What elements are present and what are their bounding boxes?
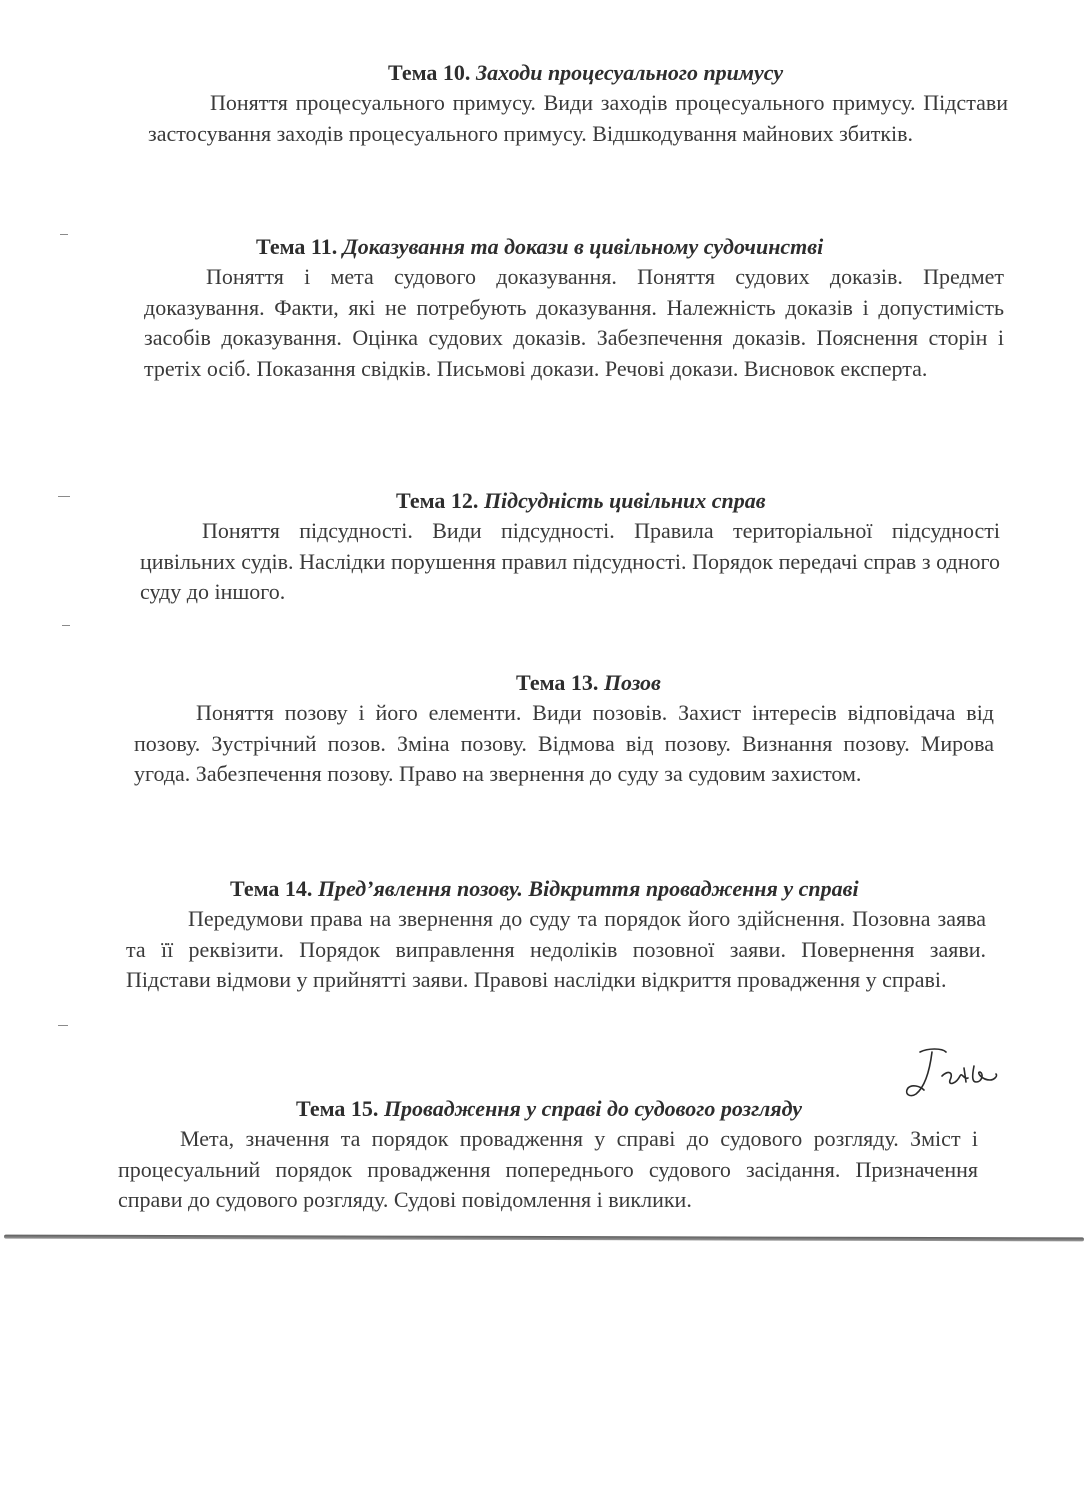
topic-body: Мета, значення та порядок провадження у справі до судового розгляду. Зміст і процесуальний порядок провадження попереднього судового засідання. Призначення справи до судового розгляду. Судові повідомлення і виклики. [118, 1126, 978, 1212]
section-topic-13 [134, 668, 994, 790]
topic-heading [148, 58, 1008, 88]
section-topic-12 [140, 486, 1000, 608]
topic-heading [144, 232, 1004, 262]
topic-title: Пред’явлення позову. Відкриття провадження у справі [317, 876, 859, 901]
topic-number: Тема 14. [230, 876, 313, 901]
topic-number: Тема 15. [296, 1096, 379, 1121]
topic-body: Поняття процесуального примусу. Види заходів процесуального примусу. Підстави застосування заходів процесуального примусу. Відшкодування майнових збитків. [148, 90, 1008, 146]
topic-number: Тема 11. [256, 234, 338, 259]
topic-title: Провадження у справі до судового розгляду [383, 1096, 802, 1121]
section-topic-11 [144, 232, 1004, 384]
topic-heading [140, 486, 1000, 516]
topic-number: Тема 10. [388, 60, 471, 85]
topic-title: Позов [603, 670, 661, 695]
topic-body: Поняття і мета судового доказування. Поняття судових доказів. Предмет доказування. Факти, які не потребують доказування. Належність доказів і допустимість засобів доказування. Оцінка судових доказів. Забезпечення доказів. Пояснення сторін і третіх осіб. Показання свідків. Письмові докази. Речові докази. Висновок експерта. [144, 264, 1004, 381]
section-topic-10 [148, 58, 1008, 149]
topic-body: Поняття позову і його елементи. Види позовів. Захист інтересів відповідача від позову. Зустрічний позов. Зміна позову. Відмова від позову. Визнання позову. Мирова угода. Забезпечення позову. Право на звернення до суду за судовим захистом. [134, 700, 994, 786]
topic-heading [118, 1094, 978, 1124]
section-topic-15 [118, 1094, 978, 1216]
scan-edge-line [4, 1235, 1084, 1242]
topic-number: Тема 13. [516, 670, 599, 695]
scan-speck [62, 625, 70, 626]
topic-title: Підсудність цивільних справ [483, 488, 766, 513]
topic-body: Поняття підсудності. Види підсудності. Правила територіальної підсудності цивільних судів. Наслідки порушення правил підсудності. Порядок передачі справ з одного суду до іншого. [140, 518, 1000, 604]
topic-title: Заходи процесуального примусу [475, 60, 784, 85]
section-topic-14 [126, 874, 986, 996]
scan-speck [58, 1025, 68, 1026]
topic-title: Доказування та докази в цивільному судочинстві [342, 234, 824, 259]
topic-heading [126, 874, 986, 904]
topic-heading [134, 668, 994, 698]
scan-speck [58, 496, 70, 497]
topic-number: Тема 12. [396, 488, 479, 513]
topic-body: Передумови права на звернення до суду та порядок його здійснення. Позовна заява та її реквізити. Порядок виправлення недоліків позовної заяви. Повернення заяви. Підстави відмови у прийнятті заяви. Правові наслідки відкриття провадження у справі. [126, 906, 986, 992]
scan-speck [60, 234, 68, 235]
